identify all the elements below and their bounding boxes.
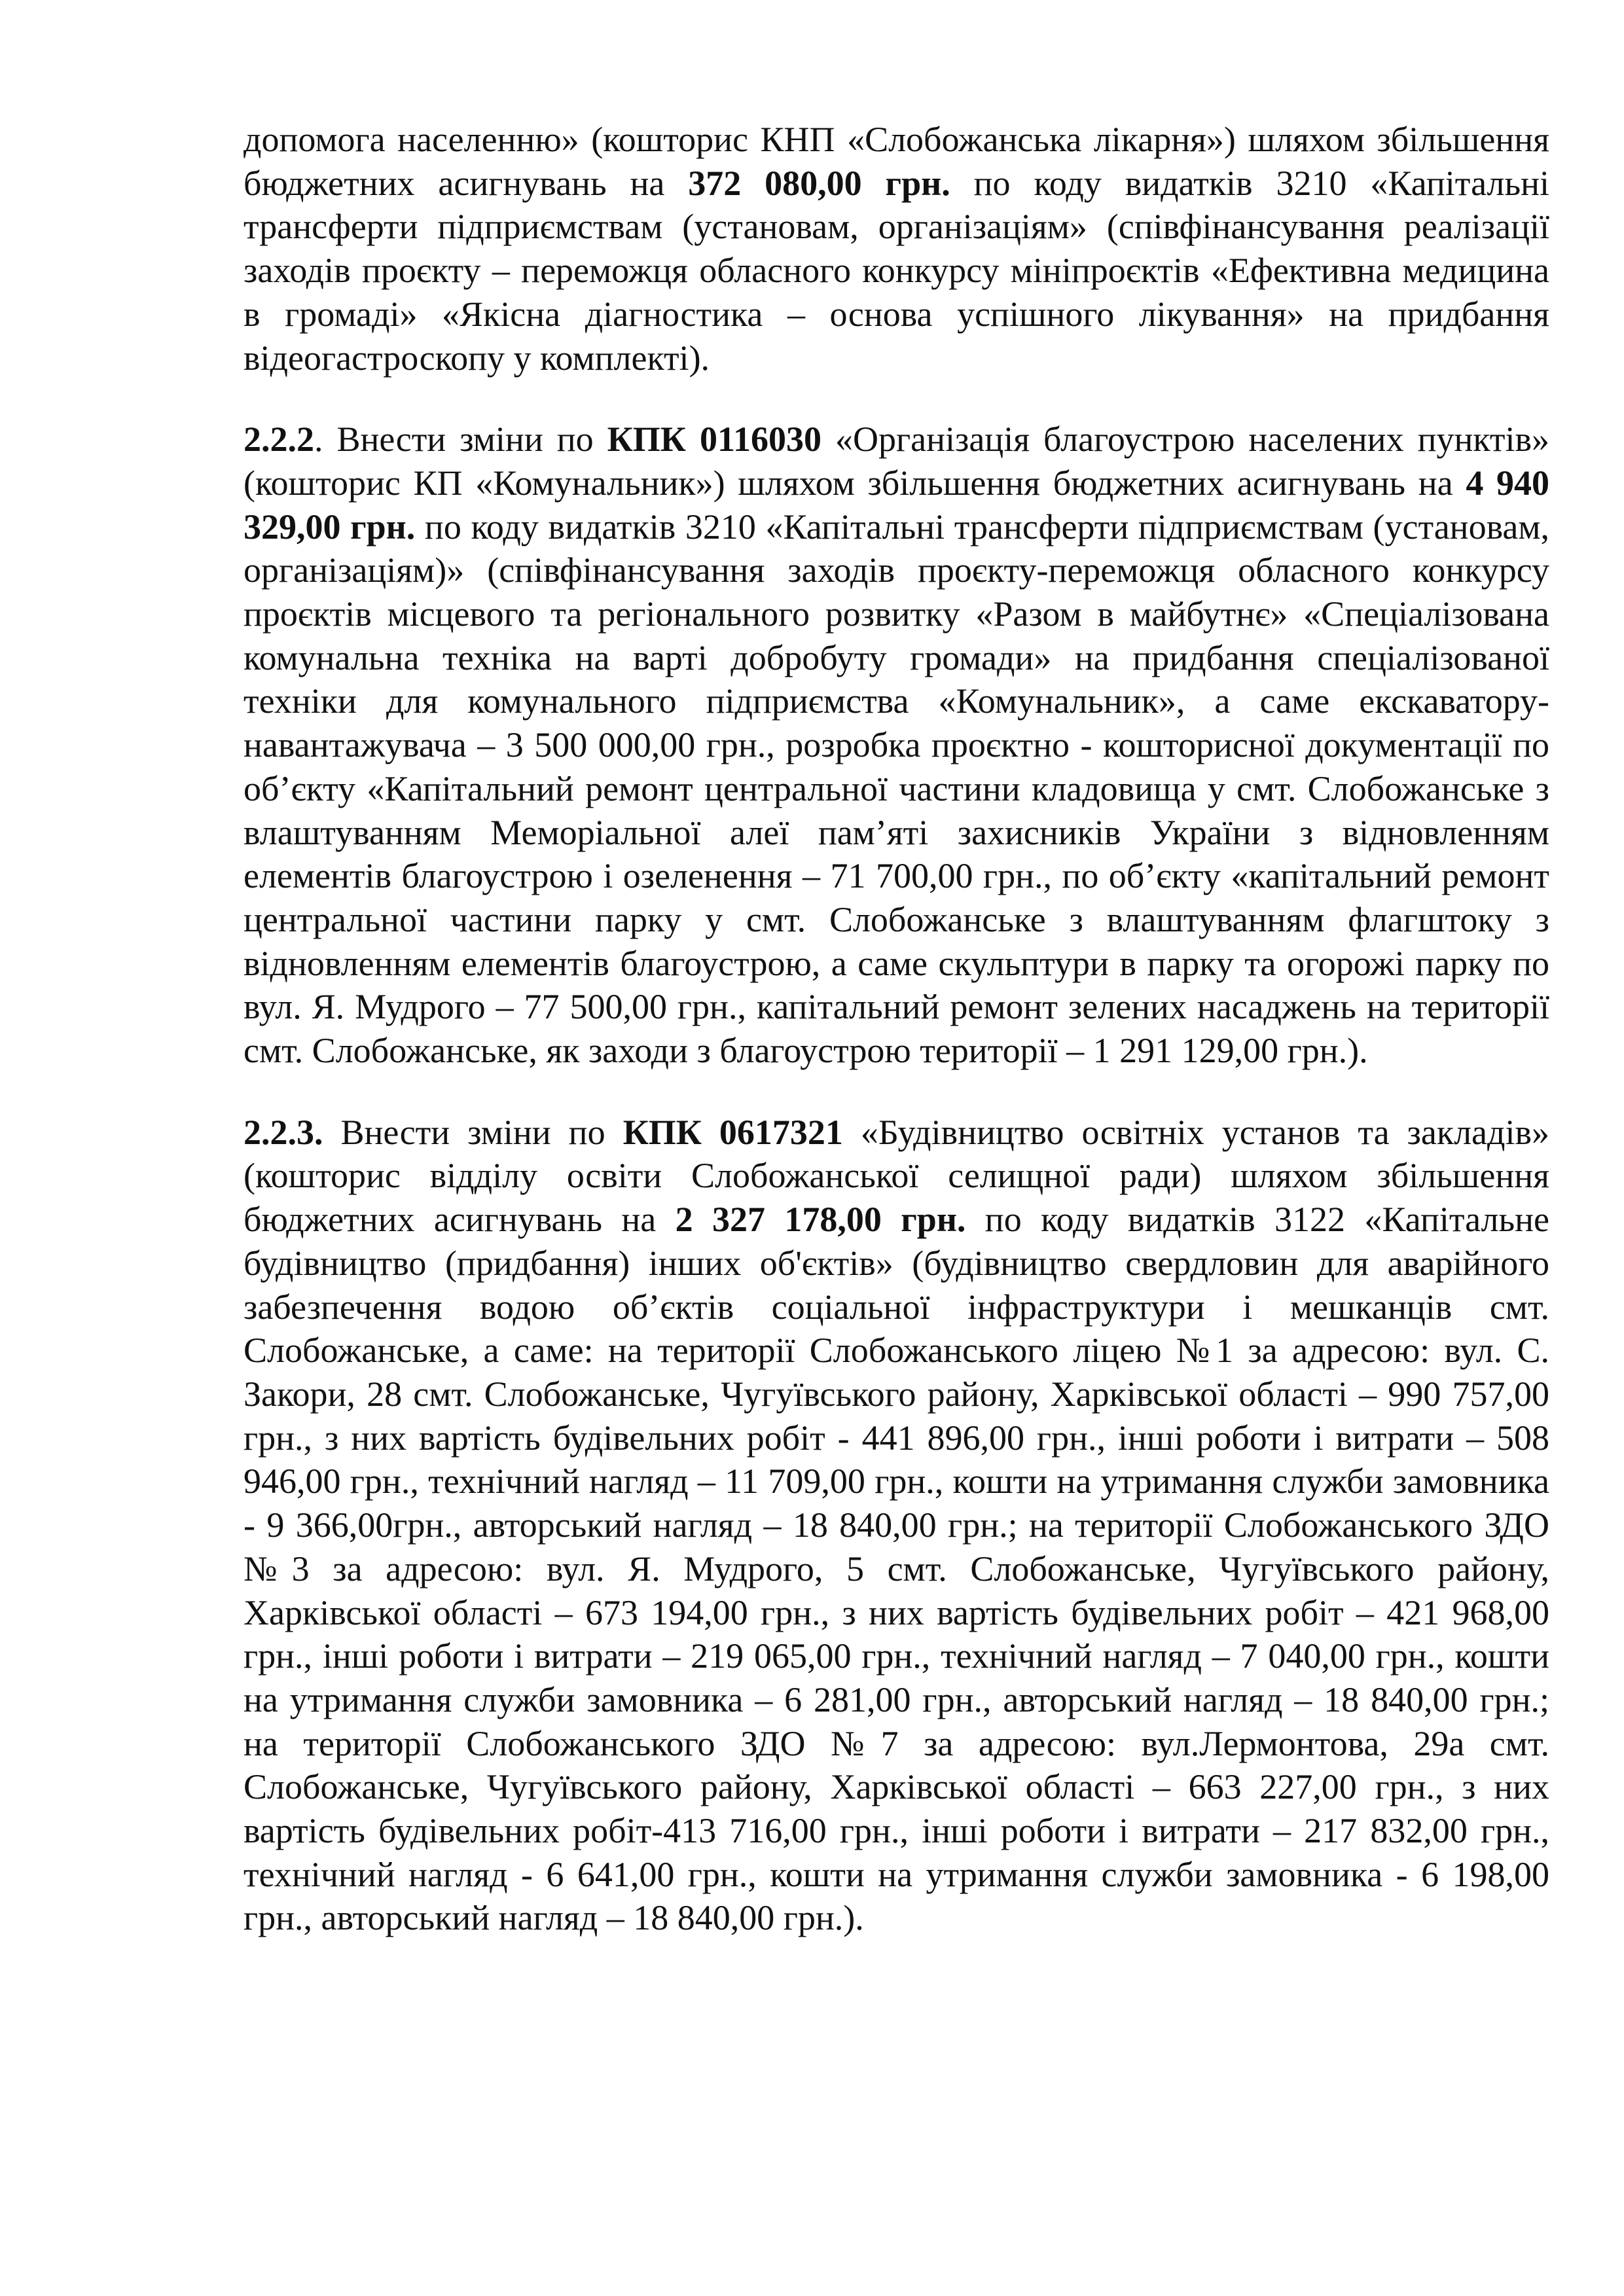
paragraph-text: «Організація благоустрою населених пунктів» (кошторис КП «Комунальник») шляхом збільшення бюджетних асигнувань на bbox=[244, 420, 1549, 503]
kpk-code: КПК 0617321 bbox=[623, 1112, 843, 1152]
paragraph-text: по коду видатків 3122 «Капітальне будівництво (придбання) інших об'єктів» (будівництво свердловин для аварійного забезпечення водою об’єктів соціальної інфраструктури і мешканців смт. Слобожанське, а саме: на території Слобожанського ліцею №1 за адресою: вул. С. Закори, 28 смт. Слобожанське, Чугуївського району, Харківської області – 990 757,00 грн., з них вартість будівельних робіт - 441 896,00 грн., інші роботи і витрати – 508 946,00 грн., технічний нагляд – 11 709,00 грн., кошти на утримання служби замовника - 9 366,00грн., авторський нагляд – 18 840,00 грн.; на території Слобожанського ЗДО №3 за адресою: вул. Я. Мудрого, 5 смт. Слобожанське, Чугуївського району, Харківської області – 673 194,00 грн., з них вартість будівельних робіт – 421 968,00 грн., інші роботи і витрати – 219 065,00 грн., технічний нагляд – 7 040,00 грн., кошти на утримання служби замовника – 6 281,00 грн., авторський нагляд – 18 840,00 грн.; на території Слобожанського ЗДО №7 за адресою: вул.Лермонтова, 29а смт. Слобожанське, Чугуївського району, Харківської області – 663 227,00 грн., з них вартість будівельних робіт-413 716,00 грн., інші роботи і витрати – 217 832,00 грн., технічний нагляд - 6 641,00 грн., кошти на утримання служби замовника - 6 198,00 грн., авторський нагляд – 18 840,00 грн.). bbox=[244, 1200, 1549, 1938]
kpk-code: КПК 0116030 bbox=[607, 420, 821, 459]
paragraph-2-2-2 bbox=[244, 418, 1549, 1073]
paragraph-text: по коду видатків 3210 «Капітальні трансферти підприємствам (установам, організаціям» (співфінансування реалізації заходів проєкту – переможця обласного конкурсу мініпроєктів «Ефективна медицина в громаді» «Якісна діагностика – основа успішного лікування» на придбання відеогастроскопу у комплекті). bbox=[244, 163, 1549, 378]
amount-372080: 372 080,00 грн. bbox=[688, 163, 950, 203]
paragraph-2-2-3 bbox=[244, 1111, 1549, 1940]
paragraph-text: . Внести зміни по bbox=[314, 420, 607, 459]
paragraph-text: Внести зміни по bbox=[323, 1112, 623, 1152]
document-body bbox=[244, 118, 1549, 1940]
amount-4940329: 4 940 329,00 грн. bbox=[244, 463, 1550, 547]
paragraph-text: «Будівництво освітніх установ та закладів» (кошторис відділу освіти Слобожанської селищної ради) шляхом збільшення бюджетних асигнувань на bbox=[244, 1112, 1549, 1240]
paragraph-healthcare-funding bbox=[244, 118, 1549, 380]
section-number: 2.2.2 bbox=[244, 420, 314, 459]
amount-2327178: 2 327 178,00 грн. bbox=[675, 1200, 966, 1240]
paragraph-text: по коду видатків 3210 «Капітальні трансферти підприємствам (установам, організаціям)» (співфінансування заходів проєкту-переможця обласного конкурсу проєктів місцевого та регіонального розвитку «Разом в майбутнє» «Спеціалізована комунальна техніка на варті добробуту громади» на придбання спеціалізованої техніки для комунального підприємства «Комунальник», а саме екскаватору-навантажувача – 3 500 000,00 грн., розробка проєктно - кошторисної документації по об’єкту «Капітальний ремонт центральної частини кладовища у смт. Слобожанське з влаштуванням Меморіальної алеї пам’яті захисників України з відновленням елементів благоустрою і озеленення – 71 700,00 грн., по об’єкту «капітальний ремонт центральної частини парку у смт. Слобожанське з влаштуванням флагштоку з відновленням елементів благоустрою, а саме скульптури в парку та огорожі парку по вул. Я. Мудрого – 77 500,00 грн., капітальний ремонт зелених насаджень на території смт. Слобожанське, як заходи з благоустрою території – 1 291 129,00 грн.). bbox=[244, 507, 1549, 1071]
section-number: 2.2.3. bbox=[244, 1112, 323, 1152]
paragraph-text: допомога населенню» (кошторис КНП «Слобожанська лікарня») шляхом збільшення бюджетних асигнувань на bbox=[244, 120, 1549, 203]
